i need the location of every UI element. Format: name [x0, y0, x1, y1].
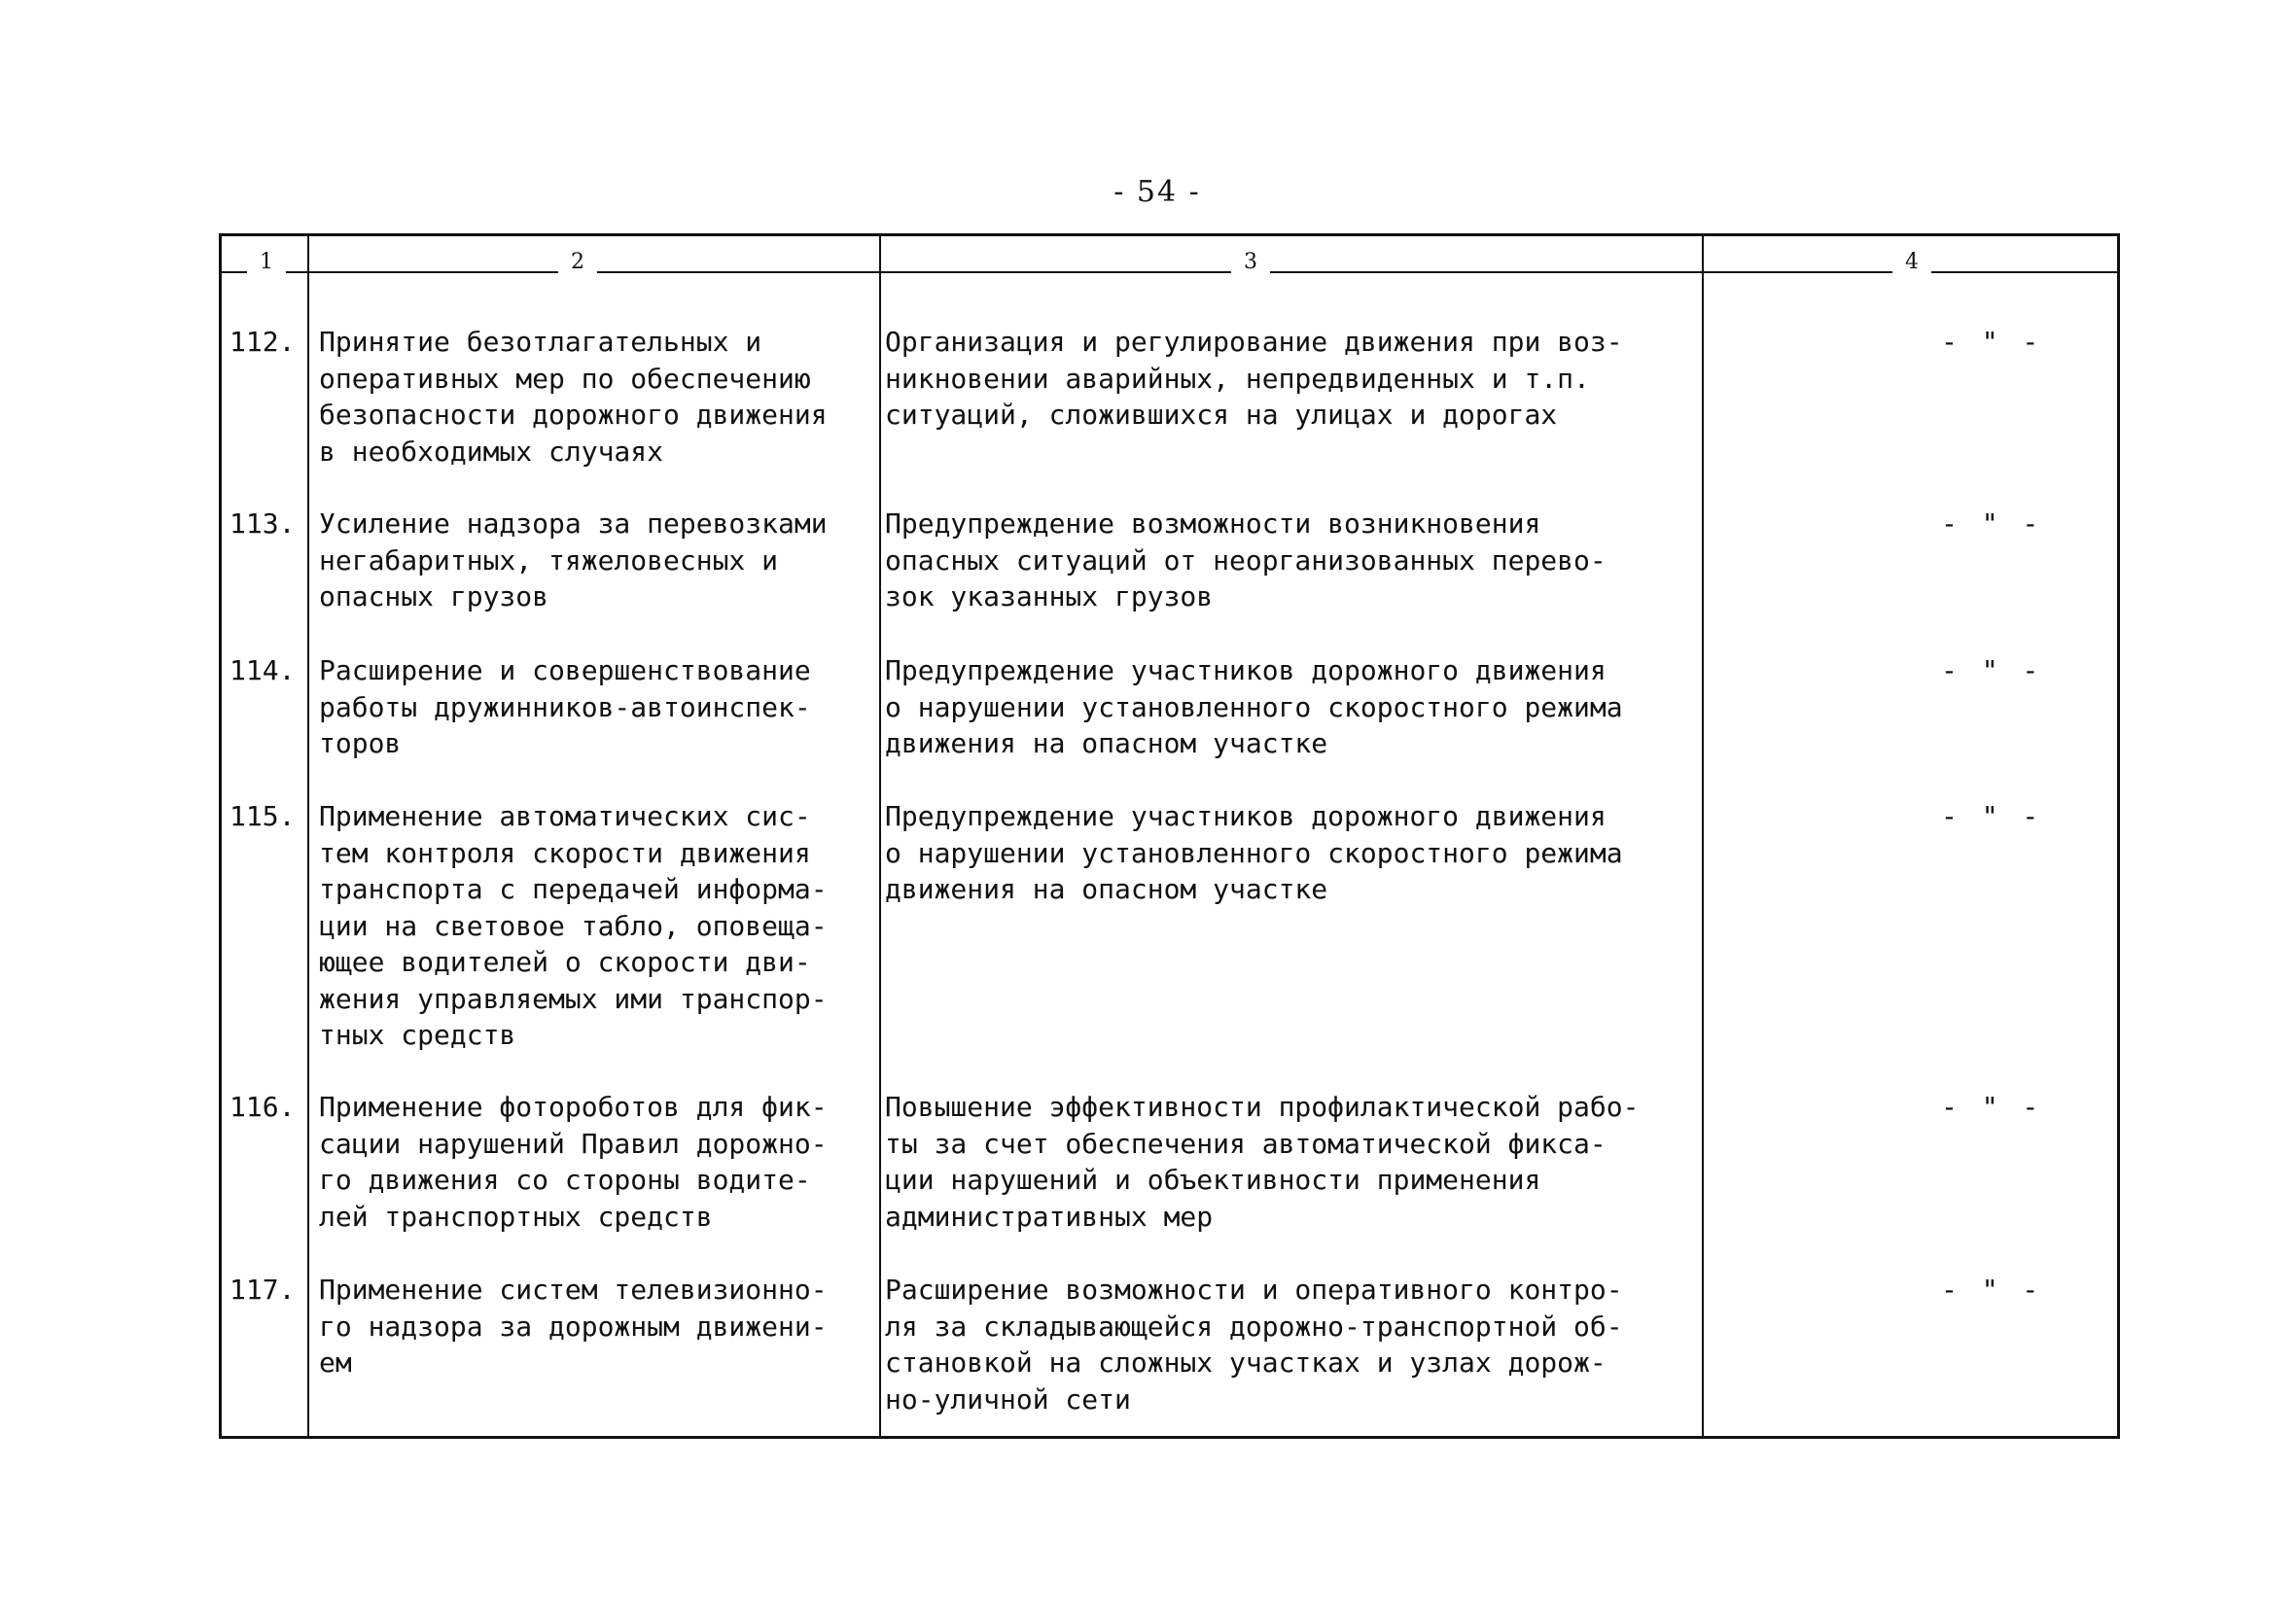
column-header-3: 3	[1231, 250, 1270, 274]
header-rule	[222, 271, 2117, 273]
row-measure: Применение систем телевизионно- го надзора за дорожным движени- ем	[319, 1274, 828, 1379]
row-number: 114.	[230, 654, 296, 686]
row-number: 117.	[230, 1274, 296, 1306]
table-header	[222, 236, 2117, 274]
row-measure: Принятие безотлагательных и оперативных мер по обеспечению безопасности дорожного движения в необходимых случаях	[319, 326, 828, 468]
row-number: 116.	[230, 1091, 296, 1123]
row-measure: Расширение и совершенствование работы дружинников-автоинспек- торов	[319, 654, 811, 759]
measures-table	[219, 233, 2120, 1439]
row-number: 115.	[230, 800, 296, 832]
row-note: - " -	[1941, 1091, 2043, 1123]
column-header-1: 1	[247, 250, 286, 274]
row-note: - " -	[1941, 1274, 2043, 1306]
column-header-2: 2	[558, 250, 597, 274]
row-purpose: Предупреждение участников дорожного движения о нарушении установленного скоростного режима движения на опасном участке	[885, 800, 1623, 905]
row-purpose: Предупреждение участников дорожного движения о нарушении установленного скоростного режима движения на опасном участке	[885, 654, 1623, 759]
row-purpose: Организация и регулирование движения при воз- никновении аварийных, непредвиденных и т.п. ситуаций, сложившихся на улицах и дорогах	[885, 326, 1623, 431]
column-divider	[307, 236, 309, 1436]
row-number: 112.	[230, 326, 296, 358]
row-purpose: Расширение возможности и оперативного контро- ля за складывающейся дорожно-транспортной об- становкой на сложных участках и узлах дорож- но-уличной сети	[885, 1274, 1623, 1416]
page-number: - 54 -	[1113, 175, 1201, 209]
row-measure: Применение фотороботов для фик- сации нарушений Правил дорожно- го движения со стороны водите- лей транспортных средств	[319, 1091, 828, 1233]
row-note: - " -	[1941, 800, 2043, 832]
column-header-4: 4	[1892, 250, 1931, 274]
row-purpose: Предупреждение возможности возникновения опасных ситуаций от неорганизованных перево- зок указанных грузов	[885, 507, 1607, 612]
row-measure: Усиление надзора за перевозками негабаритных, тяжеловесных и опасных грузов	[319, 507, 828, 612]
row-note: - " -	[1941, 326, 2043, 358]
row-purpose: Повышение эффективности профилактической рабо- ты за счет обеспечения автоматической фикса- ции нарушений и объективности применения административных мер	[885, 1091, 1640, 1233]
row-note: - " -	[1941, 507, 2043, 540]
row-note: - " -	[1941, 654, 2043, 686]
row-measure: Применение автоматических сис- тем контроля скорости движения транспорта с передачей информа- ции на световое табло, оповеща- ющее водителей о скорости дви- жения управляемых ими транспор- тных средств	[319, 800, 828, 1051]
row-number: 113.	[230, 507, 296, 540]
